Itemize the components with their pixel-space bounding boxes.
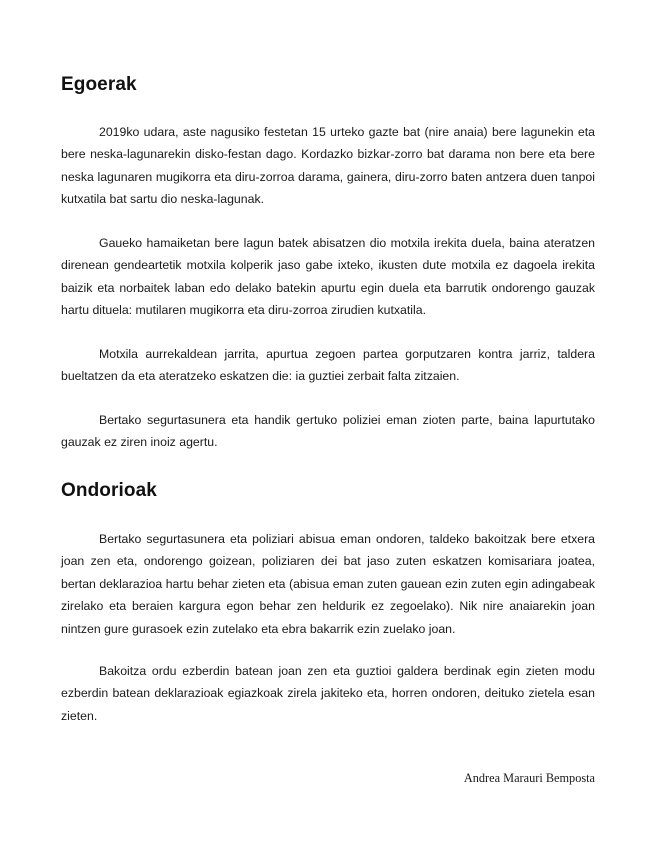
paragraph: Gaueko hamaiketan bere lagun batek abisatzen dio motxila irekita duela, baina ateratzen direnean gendeartetik motxila kolperik jaso gabe ixteko, ikusten dute motxila ez dagoela irekita baizik eta norbaitek laban edo delako batekin apurtu egin duela eta barrutik ondorengo gauzak hartu dituela: mutilaren mugikorra eta diru-zorroa zirudien kutxatila. xyxy=(61,236,595,318)
author-signature: Andrea Marauri Bemposta xyxy=(463,771,595,785)
section-heading-egoerak: Egoerak xyxy=(61,74,137,95)
section-heading-ondorioak: Ondorioak xyxy=(61,480,157,501)
paragraph: Bertako segurtasunera eta handik gertuko poliziei eman zioten parte, baina lapurtutako gauzak ez ziren inoiz agertu. xyxy=(61,413,595,450)
paragraph: Motxila aurrekaldean jarrita, apurtua zegoen partea gorputzaren kontra jarriz, taldera bueltatzen da eta ateratzeko eskatzen die: ia guztiei zerbait falta zitzaien. xyxy=(61,347,595,384)
paragraph: Bakoitza ordu ezberdin batean joan zen eta guztioi galdera berdinak egin zieten modu ezberdin batean deklarazioak egiazkoak zirela jakiteko eta, horren ondoren, deituko zietela esan zieten. xyxy=(61,664,595,723)
paragraph: 2019ko udara, aste nagusiko festetan 15 urteko gazte bat (nire anaia) bere lagunekin eta bere neska-lagunarekin disko-festan dago. Kordazko bizkar-zorro bat darama non bere eta bere neska lagunaren mugikorra eta diru-zorroa darama, gainera, diru-zorro baten antzera duen tanpoi kutxatila bat sartu dio neska-lagunak. xyxy=(61,125,595,207)
paragraph: Bertako segurtasunera eta poliziari abisua eman ondoren, taldeko bakoitzak bere etxera joan zen eta, ondorengo goizean, poliziaren dei bat jaso zuten eskatzen komisariara joatea, bertan deklarazioa hartu behar zieten eta (abisua eman zuten gauean ezin zuten egin adingabeak zirelako eta beraien kargura egon behar zen heldurik ez zegoelako). Nik nire anaiarekin joan nintzen gure gurasoek ezin zutelako eta ebra bakarrik ezin zuelako joan. xyxy=(61,532,595,636)
